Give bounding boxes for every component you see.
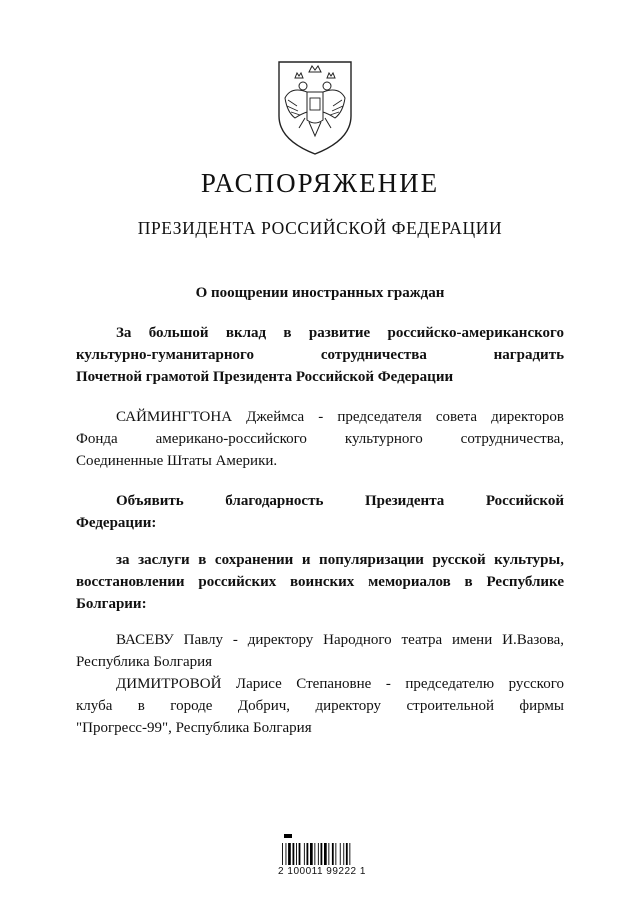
paragraph-recipient-2 [76, 629, 564, 673]
text-line: Соединенные Штаты Америки. [76, 453, 278, 469]
paragraph-recipient-1 [76, 406, 564, 472]
text-line: клуба в городе Добрич, директору строительной фирмы [76, 698, 564, 714]
text-line: ДИМИТРОВОЙ Ларисе Степановне - председателю русского [116, 676, 564, 692]
text-line: За большой вклад в развитие российско-американского [116, 325, 564, 341]
text-line: Почетной грамотой Президента Российской Федерации [76, 369, 454, 385]
text-line: Федерации: [76, 515, 157, 531]
text-line: Объявить благодарность Президента Российской [116, 493, 564, 509]
barcode-number: 2 100011 99222 1 [278, 866, 366, 877]
text-line: Республика Болгария [76, 654, 213, 670]
text-line: за заслуги в сохранении и популяризации русской культуры, [116, 552, 564, 568]
paragraph-gratitude [76, 490, 564, 534]
text-line: "Прогресс-99", Республика Болгария [76, 720, 312, 736]
paragraph-award [76, 322, 564, 388]
barcode-icon [270, 829, 370, 887]
russian-coat-of-arms-icon [273, 56, 357, 156]
paragraph-recipient-3 [76, 673, 564, 739]
text-line: восстановлении российских воинских мемориалов в Республике [76, 574, 564, 590]
paragraph-merits [76, 549, 564, 615]
text-line: Болгарии: [76, 596, 147, 612]
document-heading: О поощрении иностранных граждан [195, 285, 445, 301]
text-line: САЙМИНГТОНА Джеймса - председателя совета директоров [116, 409, 564, 425]
text-line: ВАСЕВУ Павлу - директору Народного театра имени И.Вазова, [116, 632, 564, 648]
document-title: РАСПОРЯЖЕНИЕ [200, 168, 440, 198]
text-line: Фонда американо-российского культурного сотрудничества, [76, 431, 564, 447]
document-subtitle: ПРЕЗИДЕНТА РОССИЙСКОЙ ФЕДЕРАЦИИ [137, 218, 503, 238]
text-line: культурно-гуманитарного сотрудничества наградить [76, 347, 564, 363]
